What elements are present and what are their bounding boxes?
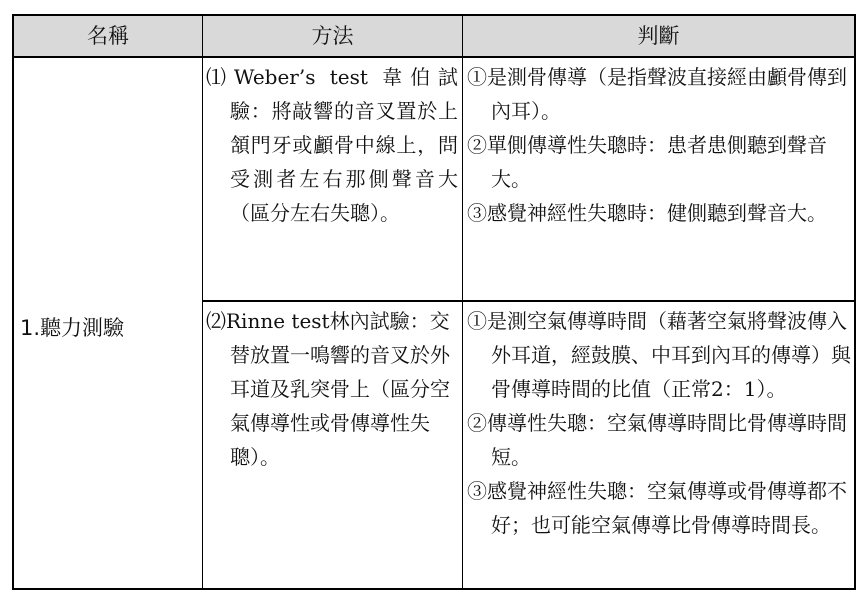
weber-method-cell — [206, 60, 458, 230]
header-judgment: 判斷 — [637, 24, 680, 48]
sub-row-divider — [203, 300, 854, 302]
weber-judgment-2: ②單側傳導性失聰時：患者患側聽到聲音大。 — [467, 133, 827, 191]
rinne-judgment-2: ②傳導性失聰：空氣傳導時間比骨傳導時間短。 — [467, 411, 847, 469]
column-divider — [462, 16, 463, 588]
column-divider — [202, 16, 203, 588]
test-name: 1.聽力測驗 — [20, 316, 125, 340]
weber-judgment-cell — [467, 60, 851, 230]
rinne-judgment-1: ①是測空氣傳導時間（藉著空氣將聲波傳入外耳道，經鼓膜、中耳到內耳的傳導）與骨傳導時間的比值（正常2：1）。 — [467, 309, 851, 401]
header-divider — [14, 56, 854, 58]
rinne-method-text: ⑵Rinne test林內試驗：交替放置一鳴響的音叉於外耳道及乳突骨上（區分空氣傳導性或骨傳導性失聰）。 — [206, 309, 450, 469]
hearing-test-table — [12, 14, 856, 590]
header-method: 方法 — [311, 24, 354, 48]
rinne-judgment-3: ③感覺神經性失聰：空氣傳導或骨傳導都不好；也可能空氣傳導比骨傳導時間長。 — [467, 479, 847, 537]
header-name: 名稱 — [87, 24, 129, 48]
rinne-judgment-cell — [467, 304, 851, 542]
rinne-method-cell — [206, 304, 458, 474]
weber-method-text: ⑴Weber’s test 韋伯試驗：將敲響的音叉置於上頷門牙或顱骨中線上，問受測者左右那側聲音大（區分左右失聰）。 — [206, 65, 458, 225]
weber-judgment-1: ①是測骨傳導（是指聲波直接經由顱骨傳到內耳）。 — [467, 65, 847, 123]
weber-judgment-3: ③感覺神經性失聰時：健側聽到聲音大。 — [467, 201, 827, 225]
